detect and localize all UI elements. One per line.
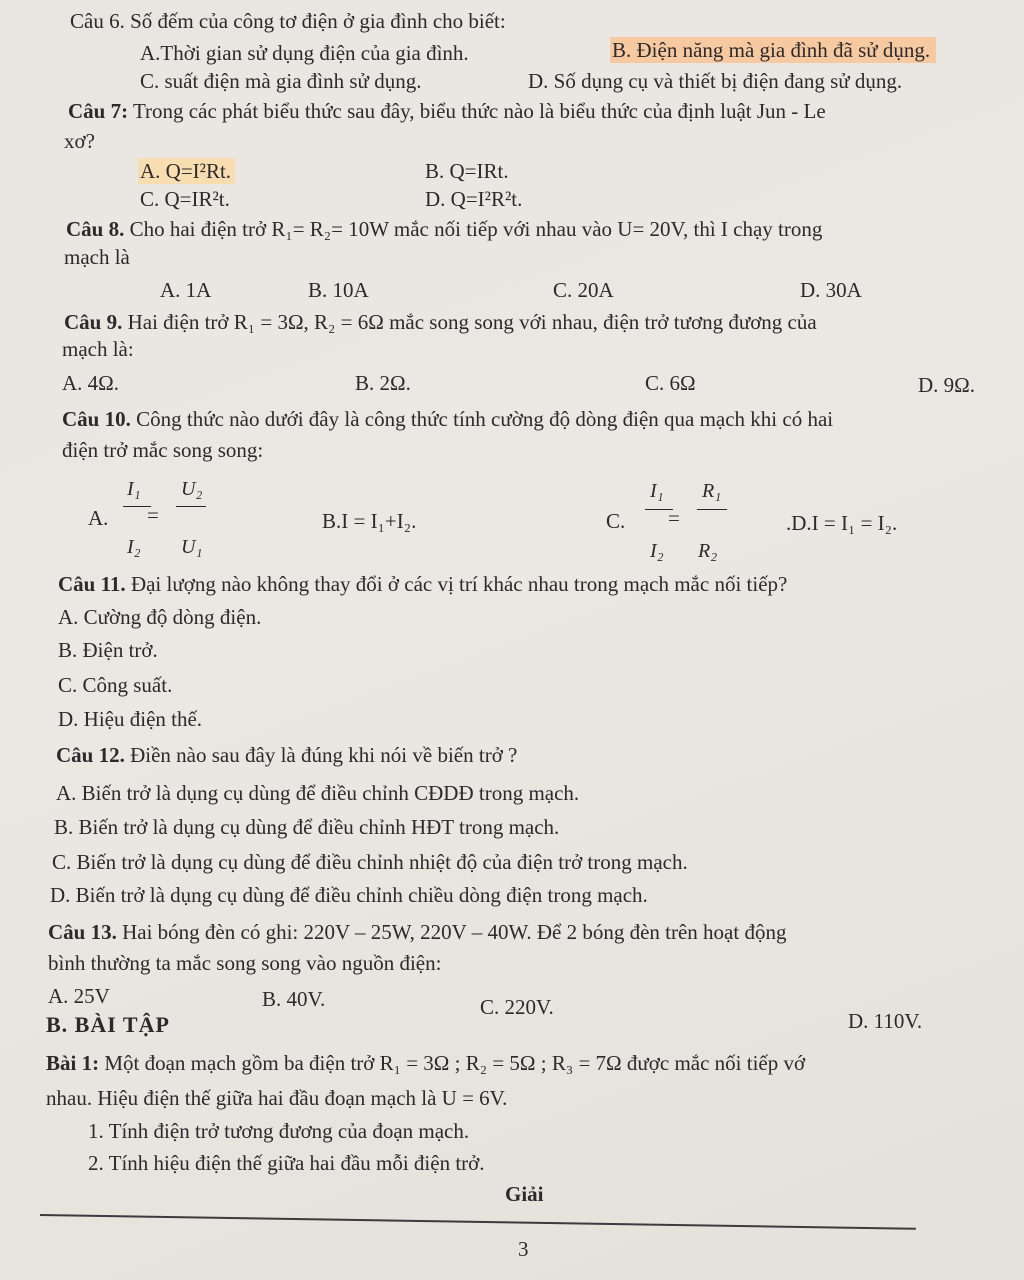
q9-option-c: C. 6Ω (645, 371, 696, 395)
q9-option-d: D. 9Ω. (918, 373, 976, 397)
q11-option-c: C. Công suất. (58, 673, 173, 697)
q6-option-a: A.Thời gian sử dụng điện của gia đình. (140, 41, 469, 65)
q9-label: Câu 9. (64, 310, 123, 334)
q10-label: Câu 10. (62, 407, 131, 431)
bai1-item-2: 2. Tính hiệu điện thế giữa hai đầu mỗi điện trở. (88, 1151, 485, 1175)
bai1-text: Một đoạn mạch gồm ba điện trở R₁ = 3Ω ; R₂ = 5Ω ; R₃ = 7Ω được mắc nối tiếp vớ (99, 1051, 806, 1075)
q10-c-fraction-bar-2 (697, 509, 727, 510)
q11-option-a: A. Cường độ dòng điện. (58, 605, 262, 629)
section-b-heading: B. BÀI TẬP (46, 1012, 170, 1037)
q10-option-d: .D.I = I₁ = I₂. (786, 511, 898, 535)
q11-question (58, 571, 787, 597)
q12-option-c: C. Biến trở là dụng cụ dùng để điều chỉnh nhiệt độ của điện trở trong mạch. (52, 850, 688, 874)
q11-label: Câu 11. (58, 572, 126, 596)
q10-a-fraction-bar-2 (176, 506, 206, 507)
q7-option-b: B. Q=IRt. (425, 159, 509, 183)
q8-label: Câu 8. (66, 217, 125, 241)
q10-a-numerator-2: U₂ (181, 478, 203, 500)
q11-option-b: B. Điện trở. (58, 638, 158, 662)
q6-title: Câu 6. Số đếm của công tơ điện ở gia đình cho biết: (70, 9, 506, 33)
q9-text: Hai điện trở R₁ = 3Ω, R₂ = 6Ω mắc song song với nhau, điện trở tương đương của (122, 310, 817, 334)
bai1-text-line2: nhau. Hiệu điện thế giữa hai đầu đoạn mạch là U = 6V. (46, 1086, 508, 1110)
q7-question (68, 98, 826, 124)
q11-option-d: D. Hiệu điện thế. (58, 707, 203, 731)
q7-label: Câu 7: (68, 99, 129, 123)
q12-option-a: A. Biến trở là dụng cụ dùng để điều chỉnh CĐDĐ trong mạch. (56, 781, 580, 805)
q12-option-b: B. Biến trở là dụng cụ dùng để điều chỉnh HĐT trong mạch. (54, 815, 560, 839)
q10-a-denominator-1: I₂ (127, 536, 141, 558)
q8-text-line2: mạch là (64, 245, 130, 269)
q10-question (62, 406, 833, 432)
q7-option-d: D. Q=I²R²t. (425, 187, 523, 211)
q10-c-denominator-1: I₂ (650, 540, 664, 562)
q13-option-d: D. 110V. (848, 1009, 923, 1033)
q7-text-line2: xơ? (64, 129, 95, 153)
q6-option-c: C. suất điện mà gia đình sử dụng. (140, 69, 422, 93)
q13-question (48, 919, 786, 945)
footer-divider (40, 1214, 916, 1230)
q9-option-b: B. 2Ω. (355, 371, 411, 395)
bai1-item-1: 1. Tính điện trở tương đương của đoạn mạch. (88, 1119, 470, 1143)
q8-option-c: C. 20A (553, 278, 614, 302)
q8-option-b: B. 10A (308, 278, 369, 302)
q12-question (56, 742, 517, 768)
q12-label: Câu 12. (56, 743, 125, 767)
q10-c-denominator-2: R₂ (698, 540, 718, 562)
q8-question (66, 216, 822, 242)
q10-option-c-label: C. (606, 509, 626, 533)
q7-option-c: C. Q=IR²t. (140, 187, 230, 211)
q10-c-equals: = (668, 506, 680, 530)
q10-option-a-label: A. (88, 506, 109, 530)
q10-text-line2: điện trở mắc song song: (62, 438, 264, 462)
q10-c-numerator-1: I₁ (650, 480, 664, 502)
q10-text: Công thức nào dưới đây là công thức tính cường độ dòng điện qua mạch khi có hai (130, 407, 834, 431)
q8-option-d: D. 30A (800, 278, 862, 302)
q8-option-a: A. 1A (160, 278, 212, 302)
q13-label: Câu 13. (48, 920, 117, 944)
q6-option-d: D. Số dụng cụ và thiết bị điện đang sử dụng. (528, 69, 903, 93)
q8-text: Cho hai điện trở R₁= R₂= 10W mắc nối tiếp với nhau vào U= 20V, thì I chạy trong (124, 217, 823, 241)
q13-text: Hai bóng đèn có ghi: 220V – 25W, 220V – 40W. Để 2 bóng đèn trên hoạt động (116, 920, 787, 944)
q9-text-line2: mạch là: (62, 337, 134, 361)
q9-option-a: A. 4Ω. (62, 371, 120, 395)
bai1-solution-heading: Giải (505, 1182, 544, 1206)
bai1-label: Bài 1: (46, 1051, 100, 1075)
page-number: 3 (518, 1237, 529, 1261)
q10-a-denominator-2: U₁ (181, 536, 203, 558)
q10-option-b: B.I = I₁+I₂. (322, 509, 417, 533)
q9-question (64, 309, 817, 335)
q7-option-a: A. Q=I²Rt. (138, 158, 235, 184)
q6-option-b: B. Điện năng mà gia đình đã sử dụng. (610, 37, 936, 63)
q13-option-a: A. 25V (48, 984, 110, 1008)
q12-text: Điền nào sau đây là đúng khi nói về biến trở ? (124, 743, 518, 767)
q10-a-equals: = (147, 503, 159, 527)
q10-a-numerator-1: I₁ (127, 478, 141, 500)
q7-text: Trong các phát biểu thức sau đây, biểu thức nào là biểu thức của định luật Jun - Le (128, 99, 826, 123)
q13-text-line2: bình thường ta mắc song song vào nguồn điện: (48, 951, 442, 975)
q13-option-c: C. 220V. (480, 995, 554, 1019)
bai1-question (46, 1050, 805, 1076)
q11-text: Đại lượng nào không thay đổi ở các vị trí khác nhau trong mạch mắc nối tiếp? (125, 572, 788, 596)
q12-option-d: D. Biến trở là dụng cụ dùng để điều chỉnh chiều dòng điện trong mạch. (50, 883, 648, 907)
q10-c-numerator-2: R₁ (702, 480, 722, 502)
q13-option-b: B. 40V. (262, 987, 326, 1011)
